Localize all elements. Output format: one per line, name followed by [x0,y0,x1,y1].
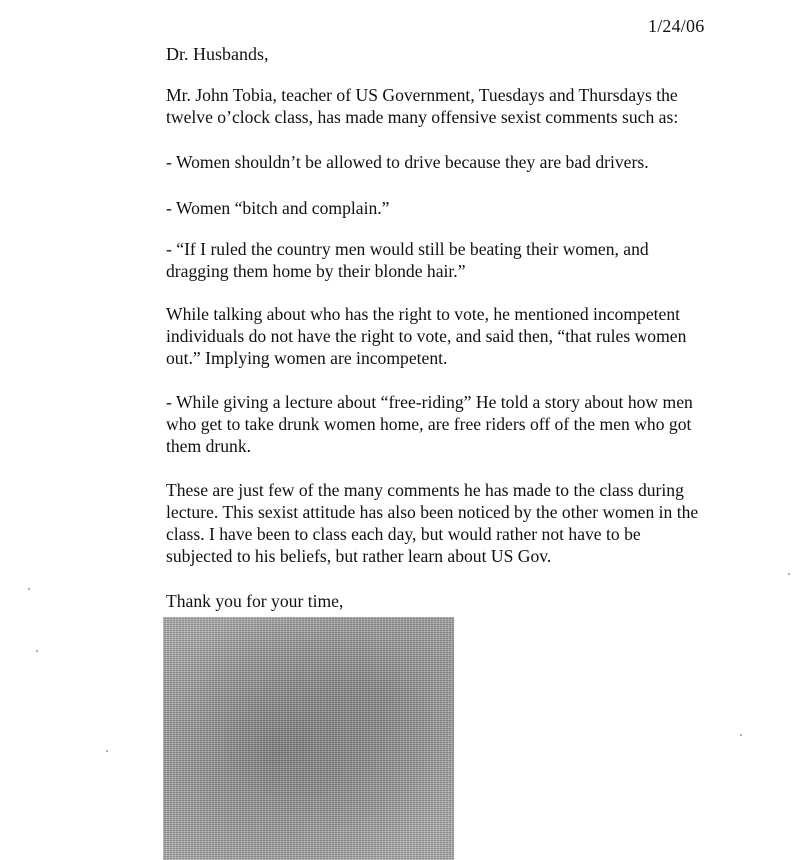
letter-closing [166,590,343,612]
text-line: lecture. This sexist attitude has also been noticed by the other women in the [166,502,699,522]
letter-salutation: Dr. Husbands, [166,44,269,64]
text-line: subjected to his beliefs, but rather learn about US Gov. [166,546,552,566]
text-line: - While giving a lecture about “free-riding” He told a story about how men [166,392,693,412]
text-line: out.” Implying women are incompetent. [166,348,448,368]
text-line: Thank you for your time, [166,591,344,611]
paragraph-comment-ruled [166,238,649,282]
scan-speck [740,734,742,736]
paragraph-summary [166,479,698,567]
scan-speck [106,750,108,752]
text-line: Mr. John Tobia, teacher of US Government, Tuesdays and Thursdays the [166,85,678,105]
letter-date: 1/24/06 [648,16,705,36]
paragraph-intro [166,84,678,128]
scan-speck [28,588,30,590]
paragraph-vote [166,303,686,369]
paragraph-comment-complain [166,197,390,219]
redacted-signature-block [163,617,454,860]
text-line: While talking about who has the right to vote, he mentioned incompetent [166,304,681,324]
text-line: - “If I ruled the country men would still be beating their women, and [166,239,649,259]
paragraph-free-riding [166,391,693,457]
text-line: - Women “bitch and complain.” [166,198,390,218]
text-line: class. I have been to class each day, but would rather not have to be [166,524,641,544]
text-line: individuals do not have the right to vote, and said then, “that rules women [166,326,687,346]
text-line: These are just few of the many comments he has made to the class during [166,480,684,500]
text-line: them drunk. [166,436,252,456]
text-line: who get to take drunk women home, are free riders off of the men who got [166,414,692,434]
scan-speck [788,573,790,575]
paragraph-comment-driving [166,151,649,173]
text-line: dragging them home by their blonde hair.” [166,261,466,281]
scan-speck [36,650,38,652]
text-line: twelve o’clock class, has made many offensive sexist comments such as: [166,107,679,127]
text-line: - Women shouldn’t be allowed to drive because they are bad drivers. [166,152,649,172]
